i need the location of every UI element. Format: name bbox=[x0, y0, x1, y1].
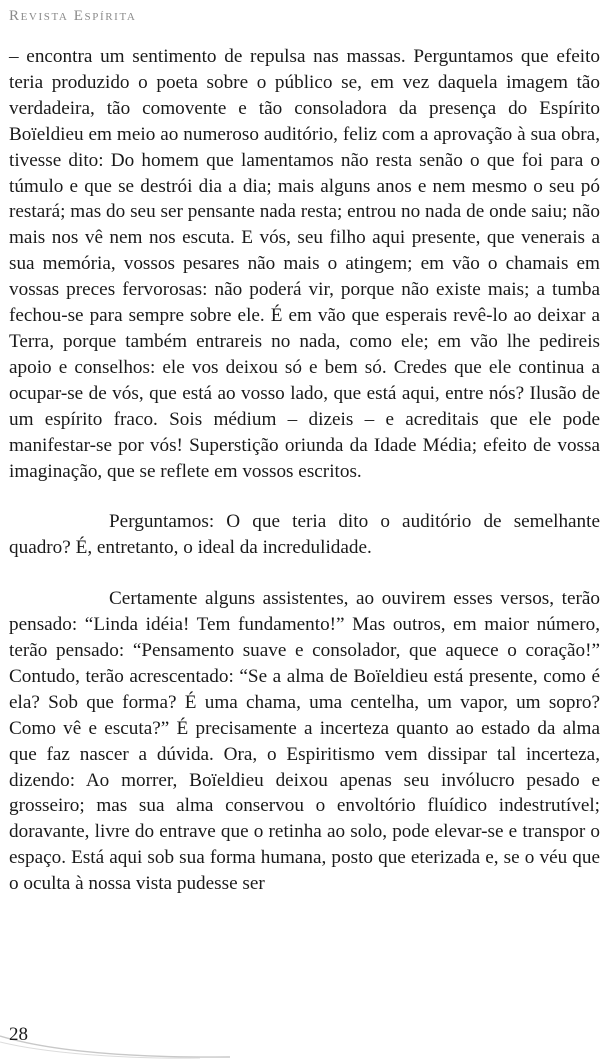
paragraph-3: Certamente alguns assistentes, ao ouvirem esses versos, terão pensado: “Linda idéia! Tem fundamento!” Mas outros, em maior número, terão pensado: “Pensamento suave e consolador, que aquece o coração!” Contudo, terão acrescentado: “Se a alma de Boïeldieu está presente, como é ela? Sob que forma? É uma chama, uma centelha, um vapor, um sopro? Como vê e escuta?” É precisamente a incerteza quanto ao estado da alma que faz nascer a dúvida. Ora, o Espiritismo vem dissipar tal incerteza, dizendo: Ao morrer, Boïeldieu deixou apenas seu invólucro pesado e grosseiro; mas sua alma conservou o envoltório fluídico indestrutível; doravante, livre do entrave que o retinha ao solo, pode elevar-se e transpor o espaço. Está aqui sob sua forma humana, posto que eterizada e, se o véu que o oculta à nossa vista pudesse ser bbox=[9, 588, 600, 895]
page-body bbox=[9, 44, 600, 897]
paragraph-1: – encontra um sentimento de repulsa nas massas. Perguntamos que efeito teria produzido o poeta sobre o público se, em vez daquela imagem tão verdadeira, tão comovente e tão consoladora da presença do Espírito Boïeldieu em meio ao numeroso auditório, feliz com a aprovação à sua obra, tivesse dito: Do homem que lamentamos não resta senão o que foi para o túmulo e que se destrói dia a dia; mais alguns anos e nem mesmo o seu pó restará; mas do seu ser pensante nada resta; entrou no nada de onde saiu; não mais nos vê nem nos escuta. E vós, seu filho aqui presente, que venerais a sua memória, vossos pesares não mais o atingem; em vão o chamais em vossas preces fervorosas: não poderá vir, porque não existe mais; a tumba fechou-se para sempre sobre ele. É em vão que esperais revê-lo ao deixar a Terra, porque também entrareis no nada, como ele; em vão lhe pedireis apoio e conselhos: ele vos deixou só e bem só. Credes que ele continua a ocupar-se de vós, que está ao vosso lado, que está aqui, entre nós? Ilusão de um espírito fraco. Sois médium – dizeis – e acreditais que ele pode manifestar-se por vós! Superstição oriunda da Idade Média; efeito de vossa imaginação, que se reflete em vossos escritos. bbox=[9, 46, 600, 482]
paragraph-2: Perguntamos: O que teria dito o auditório de semelhante quadro? É, entretanto, o ideal da incredulidade. bbox=[9, 511, 600, 559]
page-number: 28 bbox=[9, 1024, 28, 1045]
page-corner-ornament bbox=[0, 1018, 240, 1059]
running-header: Revista Espírita bbox=[9, 8, 137, 24]
